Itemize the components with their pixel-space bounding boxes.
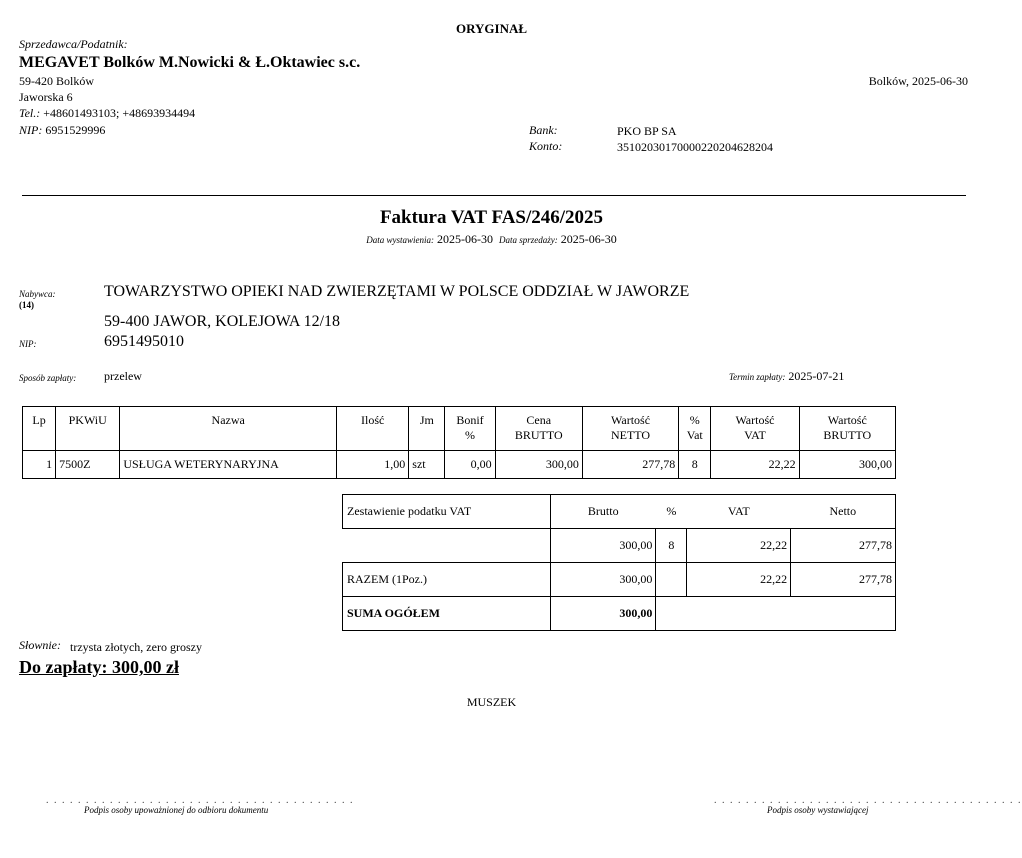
vat-total-vat: 22,22 [687, 563, 791, 597]
issuer-name: MUSZEK [466, 695, 517, 709]
item-bonif: 0,00 [445, 451, 495, 479]
issue-date-label: Data wystawienia: [366, 235, 434, 245]
grand-total-row [343, 597, 896, 631]
col-gross [799, 407, 895, 451]
col-unit: Jm [409, 407, 445, 451]
copy-label: ORYGINAŁ [455, 21, 528, 36]
seller-name: MEGAVET Bolków M.Nowicki & Ł.Oktawiec s.c. [19, 54, 361, 71]
col-gross-l1: Wartość [827, 413, 867, 427]
seller-phone-value: +48601493103; +48693934494 [43, 106, 196, 120]
item-vat-pct: 8 [679, 451, 711, 479]
grand-total-label: SUMA OGÓŁEM [343, 597, 551, 631]
col-net-l2: NETTO [610, 428, 651, 442]
item-price: 300,00 [495, 451, 582, 479]
amount-words-label: Słownie: [19, 638, 61, 652]
header-divider [22, 195, 966, 196]
signature-line-right: . . . . . . . . . . . . . . . . . . . . . . . . . . . . . . . . . . . . . . . [714, 795, 1022, 806]
col-vat-pct [679, 407, 711, 451]
seller-address-line1: 59-420 Bolków [19, 74, 94, 88]
col-gross-l2: BRUTTO [823, 428, 872, 442]
seller-address-line2: Jaworska 6 [19, 90, 73, 104]
col-vat [711, 407, 799, 451]
invoice-dates [0, 232, 983, 247]
grand-total-gross: 300,00 [550, 597, 656, 631]
vat-rate-pct: 8 [656, 529, 687, 563]
sale-date-label: Data sprzedaży: [499, 235, 558, 245]
col-bonif-l2: % [464, 428, 475, 442]
vat-rate-gross: 300,00 [550, 529, 656, 563]
seller-nip-label: NIP: [19, 123, 43, 137]
payment-method-label: Sposób zapłaty: [19, 373, 77, 383]
buyer-address: 59-400 JAWOR, KOLEJOWA 12/18 [104, 313, 341, 330]
issue-date: 2025-06-30 [437, 232, 493, 246]
item-gross: 300,00 [799, 451, 895, 479]
col-bonif-l1: Bonif [456, 413, 484, 427]
items-table [22, 406, 896, 479]
account-label: Konto: [529, 139, 563, 153]
seller-phone [19, 106, 195, 121]
vat-summary-table [342, 494, 896, 631]
item-pkwiu: 7500Z [56, 451, 120, 479]
bank-label: Bank: [529, 123, 558, 137]
vat-header-row [343, 495, 896, 529]
bank-name: PKO BP SA [617, 124, 677, 138]
seller-nip-value: 6951529996 [45, 123, 106, 137]
buyer-nip: 6951495010 [104, 333, 184, 350]
col-price-l1: Cena [526, 413, 552, 427]
item-vat: 22,22 [711, 451, 799, 479]
vat-col-vat: VAT [687, 495, 791, 529]
invoice-title: Faktura VAT FAS/246/2025 [379, 207, 604, 228]
vat-col-net: Netto [791, 495, 896, 529]
item-net: 277,78 [582, 451, 678, 479]
col-pkwiu: PKWiU [56, 407, 120, 451]
payment-method: przelew [104, 369, 142, 383]
account-number: 35102030170000220204628204 [617, 140, 773, 154]
col-name: Nazwa [120, 407, 337, 451]
col-vat-pct-l1: % [689, 413, 700, 427]
col-price-l2: BRUTTO [514, 428, 563, 442]
place-date: Bolków, 2025-06-30 [868, 74, 968, 88]
vat-summary-title: Zestawienie podatku VAT [343, 495, 551, 529]
seller-phone-label: Tel.: [19, 106, 41, 120]
signature-caption-left: Podpis osoby upoważnionej do odbioru dokumentu [84, 805, 269, 815]
vat-total-row [343, 563, 896, 597]
vat-rate-net: 277,78 [791, 529, 896, 563]
col-net-l1: Wartość [611, 413, 651, 427]
vat-rate-row [343, 529, 896, 563]
buyer-nip-label: NIP: [19, 339, 37, 349]
item-unit: szt [409, 451, 445, 479]
grand-total-empty [656, 597, 896, 631]
amount-to-pay: Do zapłaty: 300,00 zł [19, 657, 179, 677]
col-vat-l1: Wartość [735, 413, 775, 427]
vat-rate-empty [343, 529, 551, 563]
vat-col-gross: Brutto [550, 495, 656, 529]
signature-caption-right: Podpis osoby wystawiającej [767, 805, 869, 815]
buyer-label: Nabywca: [19, 289, 56, 299]
col-lp: Lp [23, 407, 56, 451]
payment-due-label: Termin zapłaty: [729, 372, 786, 382]
sale-date: 2025-06-30 [560, 232, 617, 246]
col-qty: Ilość [337, 407, 409, 451]
vat-col-pct: % [656, 495, 687, 529]
buyer-code: (14) [19, 300, 34, 310]
buyer-name: TOWARZYSTWO OPIEKI NAD ZWIERZĘTAMI W POLSCE ODDZIAŁ W JAWORZE [104, 283, 690, 300]
items-header-row [23, 407, 896, 451]
seller-label: Sprzedawca/Podatnik: [19, 37, 128, 51]
col-net [582, 407, 678, 451]
vat-total-net: 277,78 [791, 563, 896, 597]
seller-nip [19, 123, 105, 138]
vat-total-label: RAZEM (1Poz.) [343, 563, 551, 597]
item-name: USŁUGA WETERYNARYJNA [120, 451, 337, 479]
vat-total-gross: 300,00 [550, 563, 656, 597]
amount-words: trzysta złotych, zero groszy [70, 640, 202, 654]
col-bonif [445, 407, 495, 451]
vat-rate-vat: 22,22 [687, 529, 791, 563]
table-row [23, 451, 896, 479]
col-vat-l2: VAT [744, 428, 766, 442]
vat-total-pct [656, 563, 687, 597]
item-lp: 1 [23, 451, 56, 479]
col-price [495, 407, 582, 451]
payment-due [729, 369, 844, 384]
payment-due-date: 2025-07-21 [788, 369, 845, 383]
signature-line-left: . . . . . . . . . . . . . . . . . . . . . . . . . . . . . . . . . . . . . . . [46, 795, 354, 806]
item-qty: 1,00 [337, 451, 409, 479]
col-vat-pct-l2: Vat [686, 428, 703, 442]
